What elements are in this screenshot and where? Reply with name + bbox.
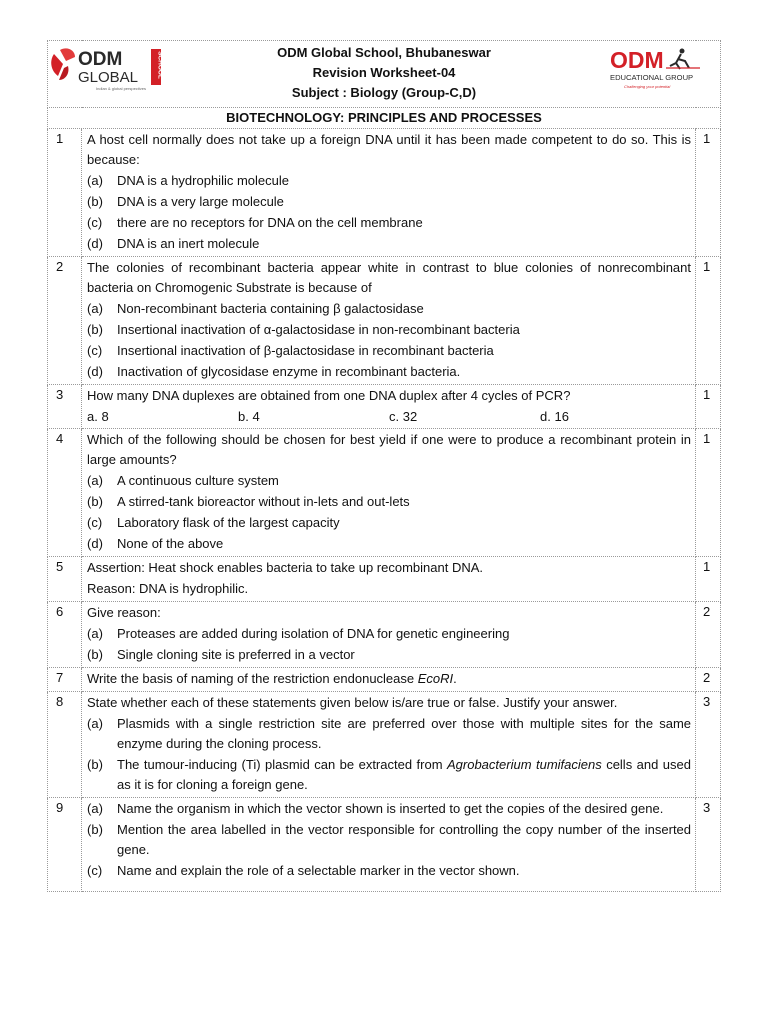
odm-global-school-logo (48, 44, 168, 94)
option: (d) Inactivation of glycosidase enzyme in recombinant bacteria. (87, 364, 461, 379)
option: (c) Name and explain the role of a selectable marker in the vector shown. (87, 863, 520, 878)
question-content (82, 385, 696, 429)
question-marks: 1 (696, 385, 721, 429)
question-content (82, 668, 696, 692)
svg-text:GLOBAL: GLOBAL (78, 69, 139, 86)
option: (b) Mention the area labelled in the vector responsible for controlling the copy number of the inserted gene. (87, 822, 692, 857)
question-text: Which of the following should be chosen for best yield if one were to produce a recombinant protein in large amounts? (87, 432, 692, 467)
option: (a) Plasmids with a single restriction site are preferred over those with multiple sites for the same enzyme during the cloning process. (87, 716, 692, 751)
question-marks: 3 (696, 692, 721, 798)
option: d. 16 (540, 409, 569, 424)
question-text: The colonies of recombinant bacteria appear white in contrast to blue colonies of nonrecombinant bacteria on Chromogenic Substrate is because of (87, 260, 692, 295)
option: (b) Single cloning site is preferred in a vector (87, 647, 355, 662)
header-cell (48, 41, 721, 108)
school-name: ODM Global School, Bhubaneswar (277, 45, 491, 60)
worksheet-title: Revision Worksheet-04 (312, 65, 456, 80)
option: c. 32 (389, 409, 418, 424)
svg-text:EDUCATIONAL GROUP: EDUCATIONAL GROUP (610, 73, 694, 82)
svg-text:SCHOOL: SCHOOL (156, 51, 164, 79)
question-row (48, 692, 721, 798)
option: b. 4 (238, 409, 260, 424)
question-number: 8 (48, 692, 82, 798)
question-row (48, 798, 721, 892)
question-row (48, 557, 721, 602)
question-content (82, 602, 696, 668)
question-number: 3 (48, 385, 82, 429)
question-number: 9 (48, 798, 82, 892)
option: (a) A continuous culture system (87, 473, 279, 488)
option: (c) Laboratory flask of the largest capacity (87, 515, 340, 530)
question-number: 5 (48, 557, 82, 602)
question-content (82, 429, 696, 557)
option: (d) None of the above (87, 536, 224, 551)
question-row (48, 257, 721, 385)
svg-text:Challenging your potential: Challenging your potential (624, 84, 671, 89)
option: (c) Insertional inactivation of β-galactosidase in recombinant bacteria (87, 343, 494, 358)
option: (d) DNA is an inert molecule (87, 236, 260, 251)
question-text: State whether each of these statements given below is/are true or false. Justify your answer. (87, 695, 618, 710)
question-number: 6 (48, 602, 82, 668)
question-content (82, 129, 696, 257)
question-marks: 1 (696, 257, 721, 385)
inline-options (87, 407, 691, 427)
option: a. 8 (87, 409, 109, 424)
assertion-text: Assertion: Heat shock enables bacteria to take up recombinant DNA. (87, 560, 484, 575)
option: (b) Insertional inactivation of α-galactosidase in non-recombinant bacteria (87, 322, 520, 337)
question-row (48, 429, 721, 557)
option: (b) The tumour-inducing (Ti) plasmid can be extracted from Agrobacterium tumifaciens cells and used as it is for cloning a foreign gene. (87, 757, 691, 792)
question-marks: 2 (696, 602, 721, 668)
question-marks: 1 (696, 429, 721, 557)
question-number: 1 (48, 129, 82, 257)
option: (c) there are no receptors for DNA on the cell membrane (87, 215, 423, 230)
question-text: Write the basis of naming of the restriction endonuclease EcoRI. (87, 671, 457, 686)
question-row (48, 129, 721, 257)
option: (a) Name the organism in which the vector shown is inserted to get the copies of the desired gene. (87, 801, 664, 816)
question-number: 4 (48, 429, 82, 557)
question-marks: 1 (696, 129, 721, 257)
svg-text:Indian & global perspectives: Indian & global perspectives (96, 86, 147, 91)
option: (a) Non-recombinant bacteria containing β galactosidase (87, 301, 424, 316)
question-marks: 3 (696, 798, 721, 892)
question-content (82, 557, 696, 602)
question-marks: 1 (696, 557, 721, 602)
worksheet-table (47, 40, 721, 892)
question-row (48, 668, 721, 692)
question-content (82, 798, 696, 892)
question-content (82, 692, 696, 798)
option: (a) DNA is a hydrophilic molecule (87, 173, 289, 188)
topic-title: BIOTECHNOLOGY: PRINCIPLES AND PROCESSES (48, 108, 721, 129)
question-number: 7 (48, 668, 82, 692)
subject-line: Subject : Biology (Group-C,D) (291, 85, 477, 100)
question-row (48, 602, 721, 668)
option: (a) Proteases are added during isolation of DNA for genetic engineering (87, 626, 510, 641)
question-text: A host cell normally does not take up a foreign DNA until it has been made competent to do so. This is because: (87, 132, 692, 167)
option: (b) DNA is a very large molecule (87, 194, 284, 209)
question-text: How many DNA duplexes are obtained from one DNA duplex after 4 cycles of PCR? (87, 388, 571, 403)
option: (b) A stirred-tank bioreactor without in-lets and out-lets (87, 494, 410, 509)
question-row (48, 385, 721, 429)
question-marks: 2 (696, 668, 721, 692)
question-content (82, 257, 696, 385)
svg-text:ODM: ODM (78, 49, 123, 70)
reason-text: Reason: DNA is hydrophilic. (87, 581, 249, 596)
odm-educational-group-logo (610, 44, 718, 94)
question-text: Give reason: (87, 605, 161, 620)
question-number: 2 (48, 257, 82, 385)
svg-text:ODM: ODM (610, 47, 664, 73)
